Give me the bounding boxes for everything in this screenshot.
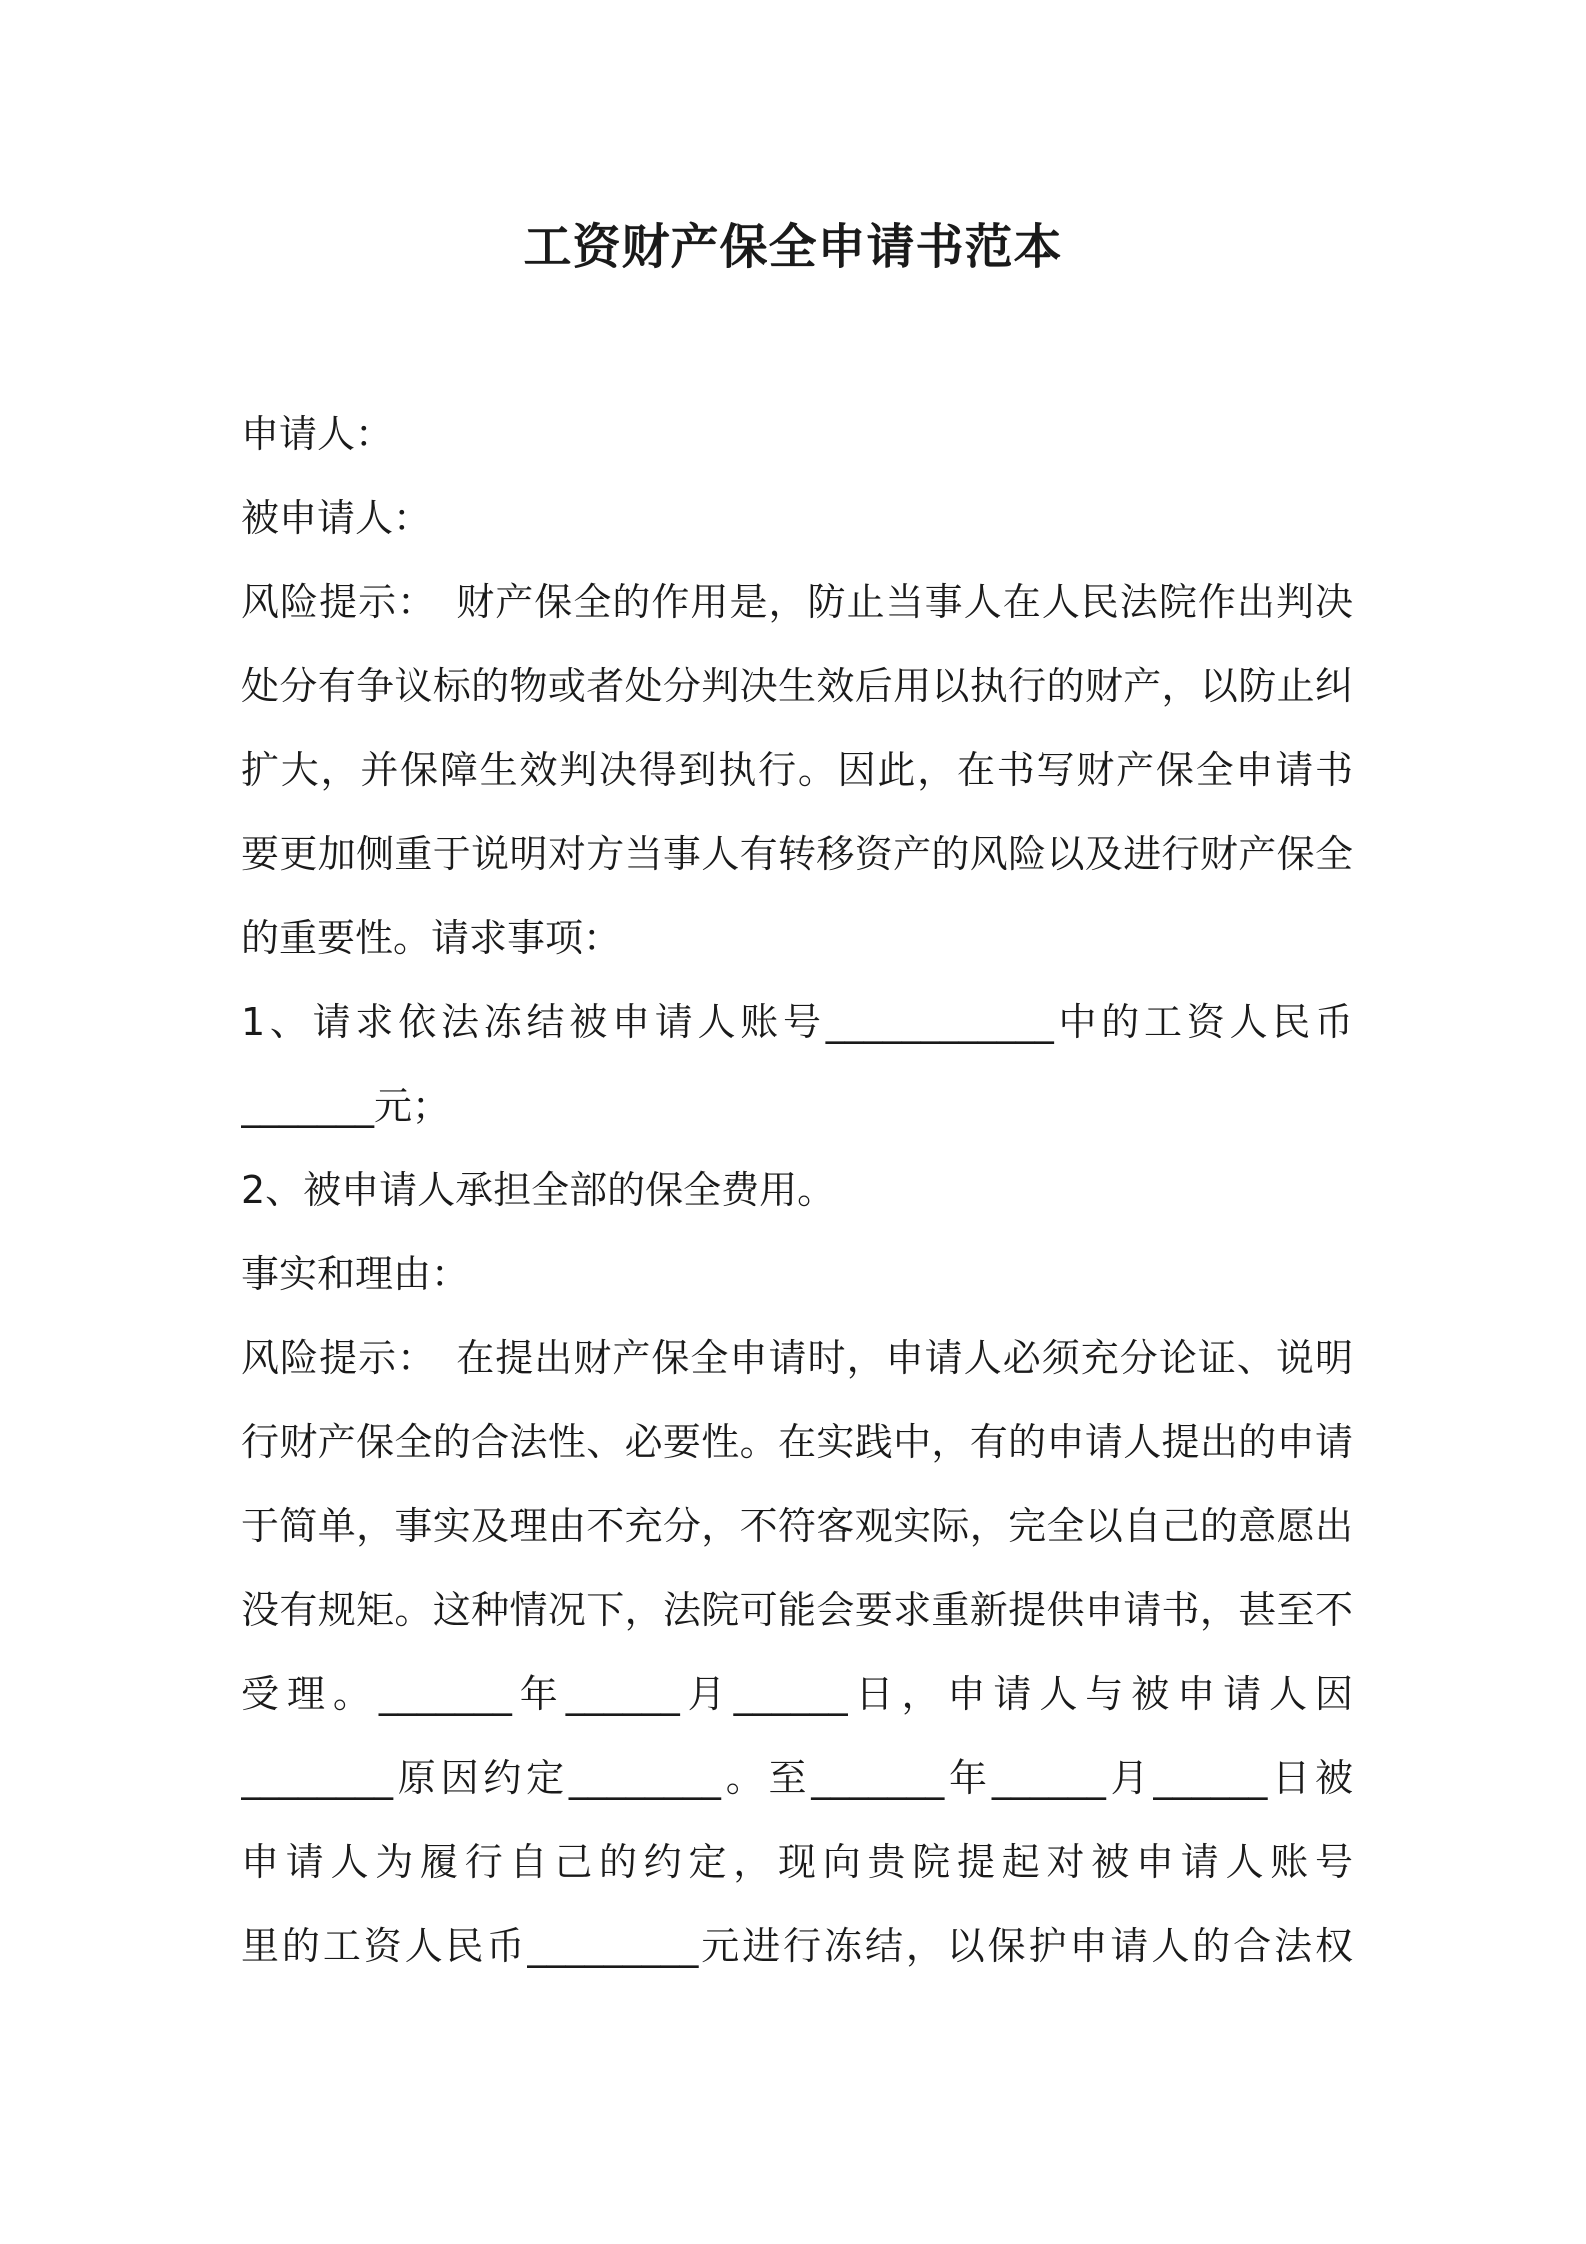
risk-notice-2-line-1: 风险提示： 在提出财产保全申请时，申请人必须充分论证、说明 (241, 1336, 1353, 1380)
facts-and-reasons-heading: 事实和理由： (241, 1252, 470, 1296)
risk-notice-2-line-3: 于简单，事实及理由不充分，不符客观实际，完全以自己的意愿出 (241, 1504, 1353, 1548)
risk-notice-2-line-2: 行财产保全的合法性、必要性。在实践中，有的申请人提出的申请 (241, 1420, 1353, 1464)
respondent-line: 被申请人： (241, 496, 432, 540)
risk-notice-1-line-3: 扩大，并保障生效判决得到执行。因此，在书写财产保全申请书 (241, 748, 1353, 792)
risk-notice-1-line-4: 要更加侧重于说明对方当事人有转移资产的风险以及进行财产保全 (241, 832, 1353, 876)
applicant-line: 申请人： (241, 412, 394, 456)
risk-notice-1-line-1: 风险提示： 财产保全的作用是，防止当事人在人民法院作出判决 (241, 580, 1353, 624)
facts-line-2: ________原因约定________。至_______年______月______日被 (241, 1756, 1353, 1800)
risk-notice-1-line-2: 处分有争议标的物或者处分判决生效后用以执行的财产，以防止纠 (241, 664, 1353, 708)
request-item-2: 2、被申请人承担全部的保全费用。 (241, 1168, 836, 1212)
document-body (241, 392, 1353, 1988)
document-title: 工资财产保全申请书范本 (523, 219, 1063, 275)
facts-line-4: 里的工资人民币_________元进行冻结，以保护申请人的合法权 (241, 1924, 1353, 1968)
facts-line-1: 受理。_______年______月______日，申请人与被申请人因 (241, 1672, 1353, 1716)
request-items-heading: 的重要性。请求事项： (241, 916, 622, 960)
risk-notice-2-line-4: 没有规矩。这种情况下，法院可能会要求重新提供申请书，甚至不 (241, 1588, 1353, 1632)
request-item-1-line-1: 1、请求依法冻结被申请人账号____________中的工资人民币 (241, 1000, 1353, 1044)
facts-line-3: 申请人为履行自己的约定，现向贵院提起对被申请人账号 (241, 1840, 1353, 1884)
request-item-1-line-2: _______元； (241, 1084, 451, 1128)
